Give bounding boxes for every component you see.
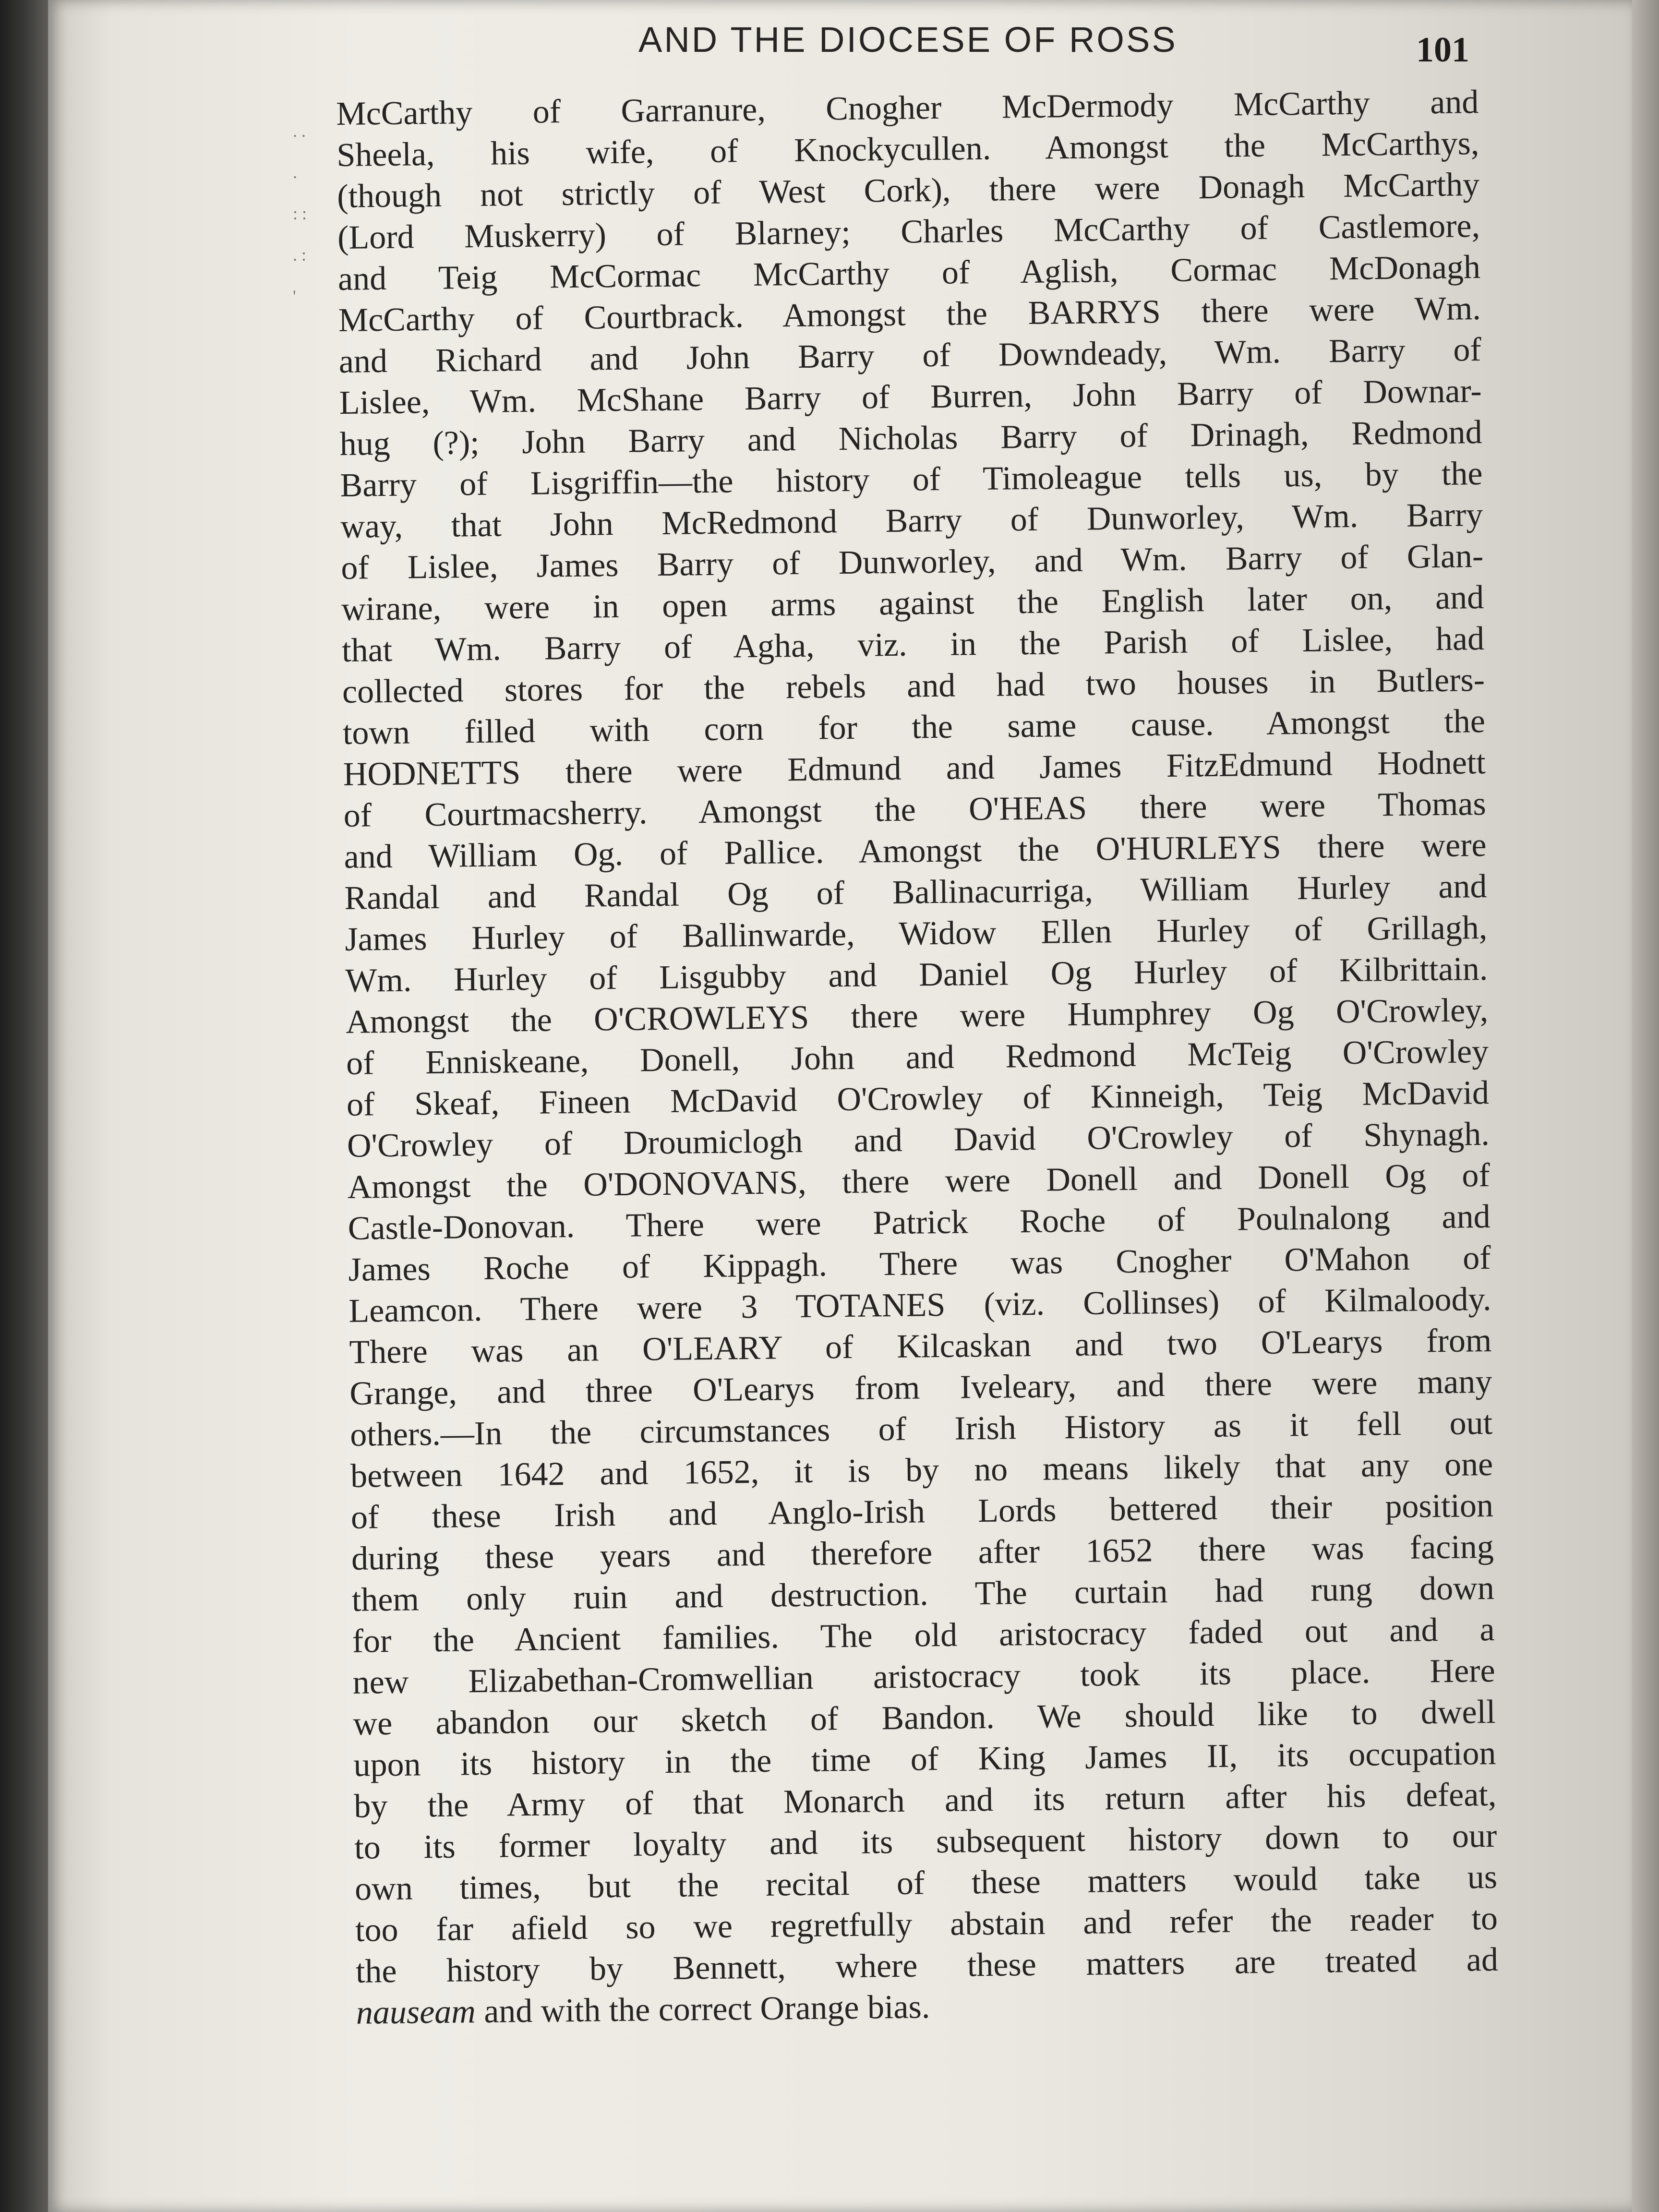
text-line: town filled with corn for the same cause. Amongst the	[342, 703, 1486, 752]
text-line: upon its history in the time of King James II, its occupation	[353, 1734, 1496, 1784]
text-line: and Teig McCormac McCarthy of Aglish, Cormac McDonagh	[337, 249, 1481, 298]
text-line: hug (?); John Barry and Nicholas Barry of Drinagh, Redmond	[339, 414, 1482, 463]
text-line: wirane, were in open arms against the English later on, and	[341, 579, 1484, 628]
text-line: Sheela, his wife, of Knockycullen. Amongst the McCarthys,	[336, 125, 1479, 174]
text-line: for the Ancient families. The old aristocracy faded out and a	[352, 1611, 1495, 1660]
text-line: Randal and Randal Og of Ballinacurriga, William Hurley and	[344, 867, 1487, 917]
text-line: of Courtmacsherry. Amongst the O'HEAS there were Thomas	[343, 785, 1487, 834]
text-fragment: and with the correct Orange bias.	[475, 1988, 930, 2031]
body-paragraph	[336, 82, 1499, 2034]
text-line: to its former loyalty and its subsequent history down to our	[354, 1817, 1497, 1866]
text-line: and Richard and John Barry of Downdeady, Wm. Barry of	[338, 331, 1482, 380]
text-line: Amongst the O'CROWLEYS there were Humphrey Og O'Crowley,	[345, 991, 1489, 1041]
text-line: HODNETTS there were Edmund and James FitzEdmund Hodnett	[343, 744, 1486, 793]
text-line: Lislee, Wm. McShane Barry of Burren, John Barry of Downar-	[339, 373, 1482, 421]
text-line: Leamcon. There were 3 TOTANES (viz. Collinses) of Kilmaloody.	[349, 1280, 1491, 1330]
text-line: collected stores for the rebels and had two houses in Butlers-	[342, 661, 1485, 710]
page-number: 101	[1416, 30, 1469, 70]
text-line: between 1642 and 1652, it is by no means likely that any one	[350, 1445, 1493, 1495]
text-line: them only ruin and destruction. The curtain had rung down	[351, 1569, 1495, 1619]
italic-word: nauseam	[356, 1993, 476, 2032]
margin-pencil-marks	[293, 110, 312, 317]
book-page	[48, 0, 1632, 2212]
text-line: McCarthy of Garranure, Cnogher McDermody McCarthy and	[336, 84, 1479, 132]
text-line: own times, but the recital of these matters would take us	[354, 1858, 1498, 1908]
book-edge	[1630, 0, 1659, 2212]
text-line: O'Crowley of Droumiclogh and David O'Crowley of Shynagh.	[347, 1115, 1490, 1165]
text-line: the history by Bennett, where these matters are treated ad	[355, 1941, 1499, 1990]
text-line: of Enniskeane, Donell, John and Redmond McTeig O'Crowley	[346, 1033, 1489, 1082]
text-line: others.—In the circumstances of Irish History as it fell out	[349, 1404, 1493, 1454]
text-line: way, that John McRedmond Barry of Dunworley, Wm. Barry	[340, 496, 1483, 545]
text-line: of Lislee, James Barry of Dunworley, and Wm. Barry of Glan-	[340, 538, 1484, 587]
text-line: of Skeaf, Fineen McDavid O'Crowley of Kinneigh, Teig McDavid	[346, 1074, 1490, 1123]
text-line: James Roche of Kippagh. There was Cnogher O'Mahon of	[348, 1239, 1491, 1288]
text-line: James Hurley of Ballinwarde, Widow Ellen Hurley of Grillagh,	[345, 909, 1488, 958]
text-line: and William Og. of Pallice. Amongst the O'HURLEYS there were	[344, 826, 1487, 876]
text-line: (though not strictly of West Cork), there were Donagh McCarthy	[337, 166, 1480, 215]
text-line: Grange, and three O'Learys from Iveleary, and there were many	[349, 1363, 1492, 1412]
text-line: Wm. Hurley of Lisgubby and Daniel Og Hurley of Kilbrittain.	[345, 950, 1488, 999]
text-line: we abandon our sketch of Bandon. We should like to dwell	[353, 1693, 1496, 1743]
margin-mark: '	[293, 287, 296, 306]
running-title: AND THE DIOCESE OF ROSS	[638, 20, 1178, 60]
text-line: that Wm. Barry of Agha, viz. in the Parish of Lislee, had	[341, 620, 1485, 669]
text-line: Barry of Lisgriffin—the history of Timoleague tells us, by the	[340, 455, 1483, 504]
text-line: There was an O'LEARY of Kilcaskan and two O'Learys from	[349, 1322, 1492, 1371]
margin-mark: . :	[293, 245, 307, 264]
text-line: of these Irish and Anglo-Irish Lords bettered their position	[350, 1487, 1494, 1536]
text-line: McCarthy of Courtbrack. Amongst the BARRYS there were Wm.	[338, 290, 1481, 339]
text-line: new Elizabethan-Cromwellian aristocracy took its place. Here	[352, 1652, 1495, 1701]
margin-mark: : :	[293, 204, 307, 223]
text-line: too far afield so we regretfully abstain and refer the reader to	[355, 1899, 1498, 1949]
text-line: Castle-Donovan. There were Patrick Roche of Poulnalong and	[348, 1198, 1491, 1247]
text-line: (Lord Muskerry) of Blarney; Charles McCarthy of Castlemore,	[337, 207, 1480, 256]
margin-mark: . . .	[293, 121, 306, 182]
text-line: by the Army of that Monarch and its return after his defeat,	[353, 1776, 1497, 1825]
text-line: Amongst the O'DONOVANS, there were Donell and Donell Og of	[347, 1156, 1491, 1206]
text-line: during these years and therefore after 1652 there was facing	[351, 1528, 1494, 1577]
